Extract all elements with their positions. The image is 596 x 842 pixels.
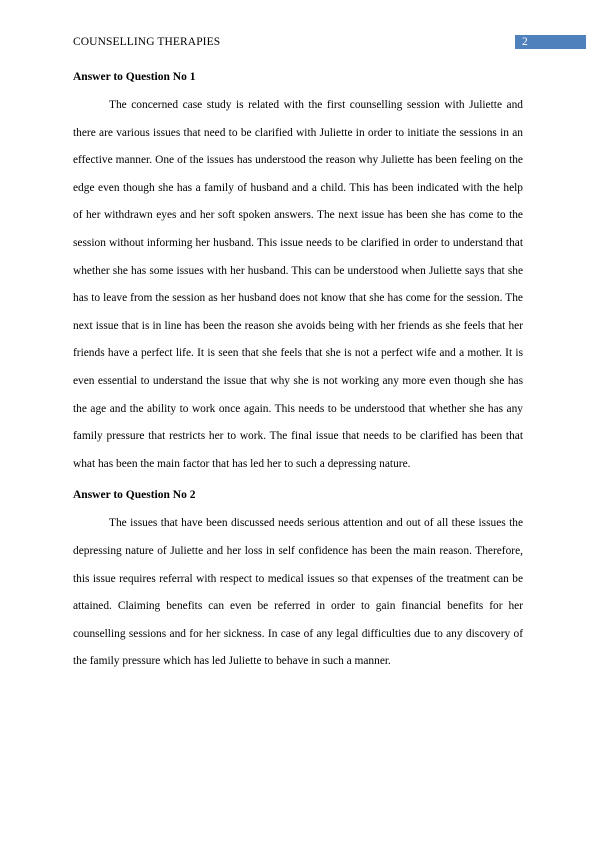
section-paragraph-2: The issues that have been discussed needs serious attention and out of all these issues the depressing nature of Juliette and her loss in self confidence has been the main reason. Therefore, this issue requires referral with respect to medical issues so that expenses of the treatment can be attained. Claiming benefits can even be referred in order to gain financial benefits for her counselling sessions and for her sickness. In case of any legal difficulties due to any discovery of the family pressure which has led Juliette to behave in such a manner. — [73, 517, 523, 668]
page-header — [73, 34, 586, 52]
document-body — [73, 69, 523, 676]
running-head: COUNSELLING THERAPIES — [73, 36, 221, 48]
page-number: 2 — [522, 36, 528, 48]
page-number-box — [515, 35, 586, 49]
section-heading-2: Answer to Question No 2 — [73, 489, 196, 502]
section-heading-1: Answer to Question No 1 — [73, 71, 196, 83]
section-paragraph-1: The concerned case study is related with the first counselling session with Juliette and there are various issues that need to be clarified with Juliette in order to initiate the sessions in an effective manner. One of the issues has understood the reason why Juliette has been feeling on the edge even though she has a family of husband and a child. This has been indicated with the help of her withdrawn eyes and her soft spoken answers. The next issue has been she has come to the session without informing her husband. This issue needs to be clarified in order to understand that whether she has some issues with her husband. This can be understood when Juliette says that she has to leave from the session as her husband does not know that she has come for the session. The next issue that is in line has been the reason she avoids being with her friends as she feels that her friends have a perfect life. It is seen that she feels that she is not a perfect wife and a mother. It is even essential to understand the issue that why she is not working any more even though she has the age and the ability to work once again. This needs to be understood that whether she has any family pressure that restricts her to work. The final issue that needs to be clarified has been that what has been the main factor that has led her to such a depressing nature. — [73, 99, 523, 470]
